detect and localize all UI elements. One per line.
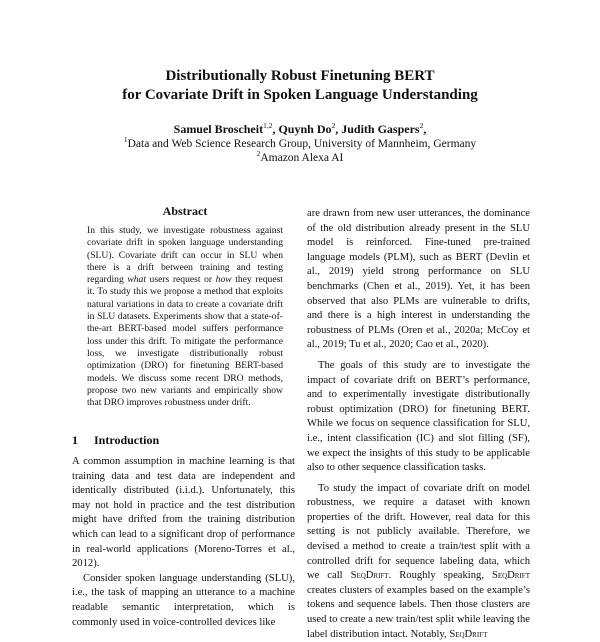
author-separator: , [272,122,279,136]
abstract-emphasis: what [127,274,146,286]
abstract-text: they request it. To study this we propose a method that exploits natural variations in data to create a covariate drift in SLU datasets. Experiments show that a state-of-the-art BERT-based model suffers performance loss under this drift. To mitigate the performance loss, we investigate distributionally robust optimization (DRO) for finetuning BERT-based models. We discuss some recent DRO methods, propose two new variants and empirically show that DRO improves robustness under drift. [87,274,283,409]
paragraph [307,482,530,642]
affiliation-mark: 2 [256,149,261,159]
abstract-text: In this study, we investigate robustness against covariate drift in spoken language understanding (SLU). Covariate drift can occur in SLU when there is a drift between training and testing regarding [87,225,283,286]
affiliation-mark: 1 [123,135,128,145]
paper-title-line-1: Distributionally Robust Finetuning BERT [165,68,435,84]
paragraph-text: . Roughly speaking, [388,570,492,582]
paragraph: A common assumption in machine learning is that training data and test data are independent and identically distributed (i.i.d.). Unfortunately, this may not hold in practice and the test distribution might have drifted from the training distribution which can lead to a significant drop of performance in real-world applications (Moreno-Torres et al., 2012). [72,456,295,570]
affiliation-text: Amazon Alexa AI [260,152,344,164]
author-affiliation-mark: 2 [419,121,424,130]
affiliation-2 [0,151,600,165]
author-list [0,122,600,136]
method-name: SeqDrift [449,628,488,640]
section-number: 1 [72,433,78,447]
abstract-emphasis: how [215,274,232,286]
author-affiliation-mark: 2 [331,121,336,130]
author-name: Quynh Do [278,122,332,136]
affiliation-text: Data and Web Science Research Group, University of Mannheim, Germany [127,138,477,150]
left-column-text [72,455,295,630]
author-separator: , [335,122,342,136]
paper-title-line-2: for Covariate Drift in Spoken Language Understanding [122,87,478,103]
method-name: SeqDrift [491,570,530,582]
author-affiliation-mark: 1,2 [263,121,273,130]
section-heading-introduction [72,433,159,448]
method-name: SeqDrift [350,570,389,582]
abstract-text: users request or [146,274,216,286]
section-title: Introduction [94,433,160,447]
author-separator: , [423,122,427,136]
paragraph: are drawn from new user utterances, the dominance of the old distribution already present in the SLU model is reinforced. Fine-tuned pre-trained language models (PLM), such as BERT (Devlin et al., 2019) yield strong performance on SLU benchmarks (Chen et al., 2019). Yet, it has been observed that also PLMs are vulnerable to drifts, and there is a high interest in understanding the robustness of PLMs (Oren et al., 2020a; McCoy et al., 2019; Tu et al., 2020; Cao et al., 2020). [307,208,530,351]
right-column-text [307,207,530,642]
abstract-heading: Abstract [162,204,208,218]
paragraph-text: creates clusters of examples based on the example’s tokens and sequence labels. Then those clusters are used to create a new train/test split while leaving the label distribution intact. Notably, [307,584,530,640]
author-name: Judith Gaspers [341,122,420,136]
paragraph: The goals of this study are to investigate the impact of covariate drift on BERT’s performance, and to experimentally investigate distributionally robust optimization (DRO) for finetuning BERT. While we focus on sequence classification for SLU, i.e., intent classification (IC) and slot filling (SF), we expect the insights of this study to be applicable also to other sequence classification tasks. [307,359,530,474]
paragraph: Consider spoken language understanding (SLU), i.e., the task of mapping an utterance to a machine readable semantic interpretation, which is commonly used in voice-controlled devices like [72,572,295,628]
paragraph-text: To study the impact of covariate drift on model robustness, we require a dataset with known properties of the drift. However, real data for this setting is not publicly available. Therefore, we devised a method to create a train/test split with a controlled drift for sequence labeling data, which we call [307,482,530,582]
author-name: Samuel Broscheit [173,122,264,136]
abstract-body [87,225,283,409]
affiliation-1 [0,137,600,151]
